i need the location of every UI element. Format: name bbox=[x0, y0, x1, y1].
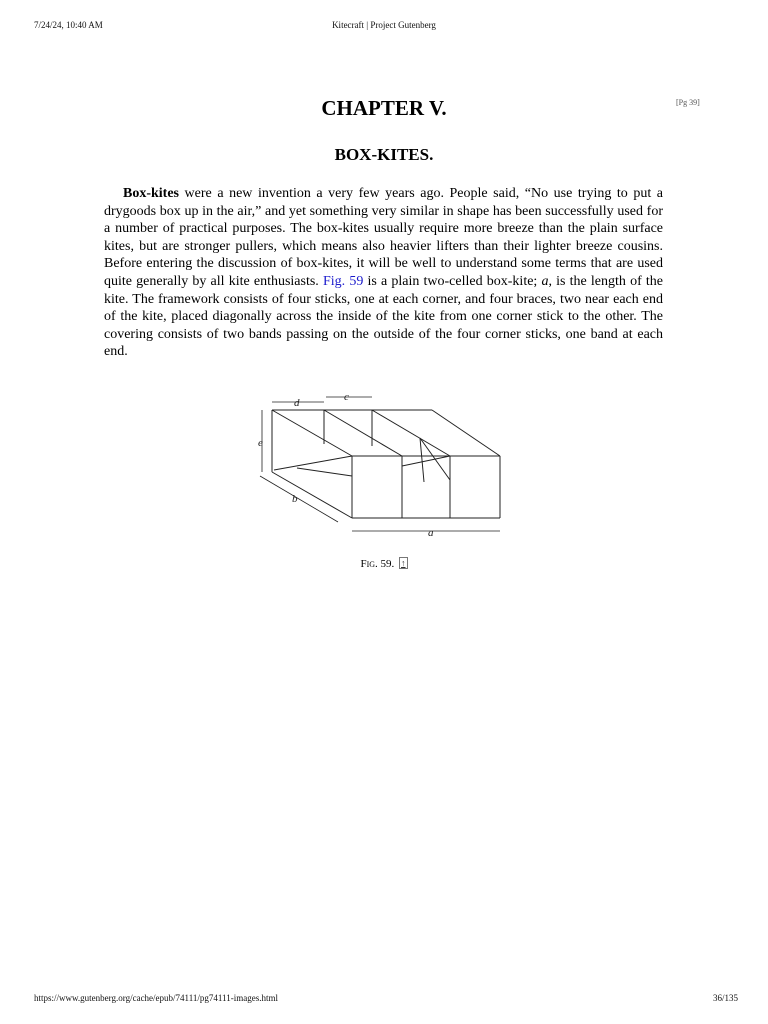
caption-prefix: Fig. bbox=[360, 558, 378, 570]
print-datetime: 7/24/24, 10:40 AM bbox=[34, 20, 103, 30]
print-page-title: Kitecraft | Project Gutenberg bbox=[332, 20, 436, 30]
page-counter: 36/135 bbox=[712, 993, 738, 1003]
paragraph-text-1: were a new invention a very few years ago. People said, “No use trying to put a drygoods box up in the air,” and yet something very similar in shape has been successfully used for a number of practical purposes. The box-kites usually require more breeze than the plain surface kites, but are stronger pullers, which means also heavier lifters than their lighter breeze cousins. Before entering the discussion of box-kites, it will be well to understand some terms that are used quite generally by all kite enthusiasts. bbox=[104, 186, 663, 289]
page-marker[interactable]: [Pg 39] bbox=[676, 98, 700, 107]
label-c: c bbox=[344, 391, 349, 403]
up-arrow-icon[interactable]: ↑ bbox=[401, 558, 406, 568]
body-paragraph bbox=[104, 185, 663, 361]
label-d: d bbox=[294, 397, 300, 409]
section-title: BOX-KITES. bbox=[334, 145, 434, 164]
label-b: b bbox=[292, 493, 298, 505]
page-url: https://www.gutenberg.org/cache/epub/74111/pg74111-images.html bbox=[34, 993, 278, 1003]
label-e: e bbox=[258, 437, 263, 449]
print-header bbox=[0, 20, 768, 32]
figure-link[interactable]: Fig. 59 bbox=[322, 273, 364, 289]
label-a: a bbox=[428, 527, 434, 539]
figure-caption bbox=[0, 557, 768, 570]
paragraph-text-2: is a plain two-celled box-kite; bbox=[363, 273, 542, 289]
italic-term: a bbox=[541, 273, 549, 289]
paragraph-text-3: , is the length of the kite. The framework consists of four sticks, one at each corner, and four braces, two near each end of the kite, placed diagonally across the inside of the kite from one corner stick to the other. The covering consists of two bands passing on the outside of the four corner sticks, one band at each end. bbox=[104, 273, 663, 360]
chapter-title: CHAPTER V. bbox=[321, 96, 447, 120]
caption-number: 59. bbox=[377, 558, 395, 570]
print-footer bbox=[0, 993, 768, 1005]
box-kite-illustration bbox=[252, 384, 508, 540]
bold-term: Box-kites bbox=[123, 186, 179, 201]
